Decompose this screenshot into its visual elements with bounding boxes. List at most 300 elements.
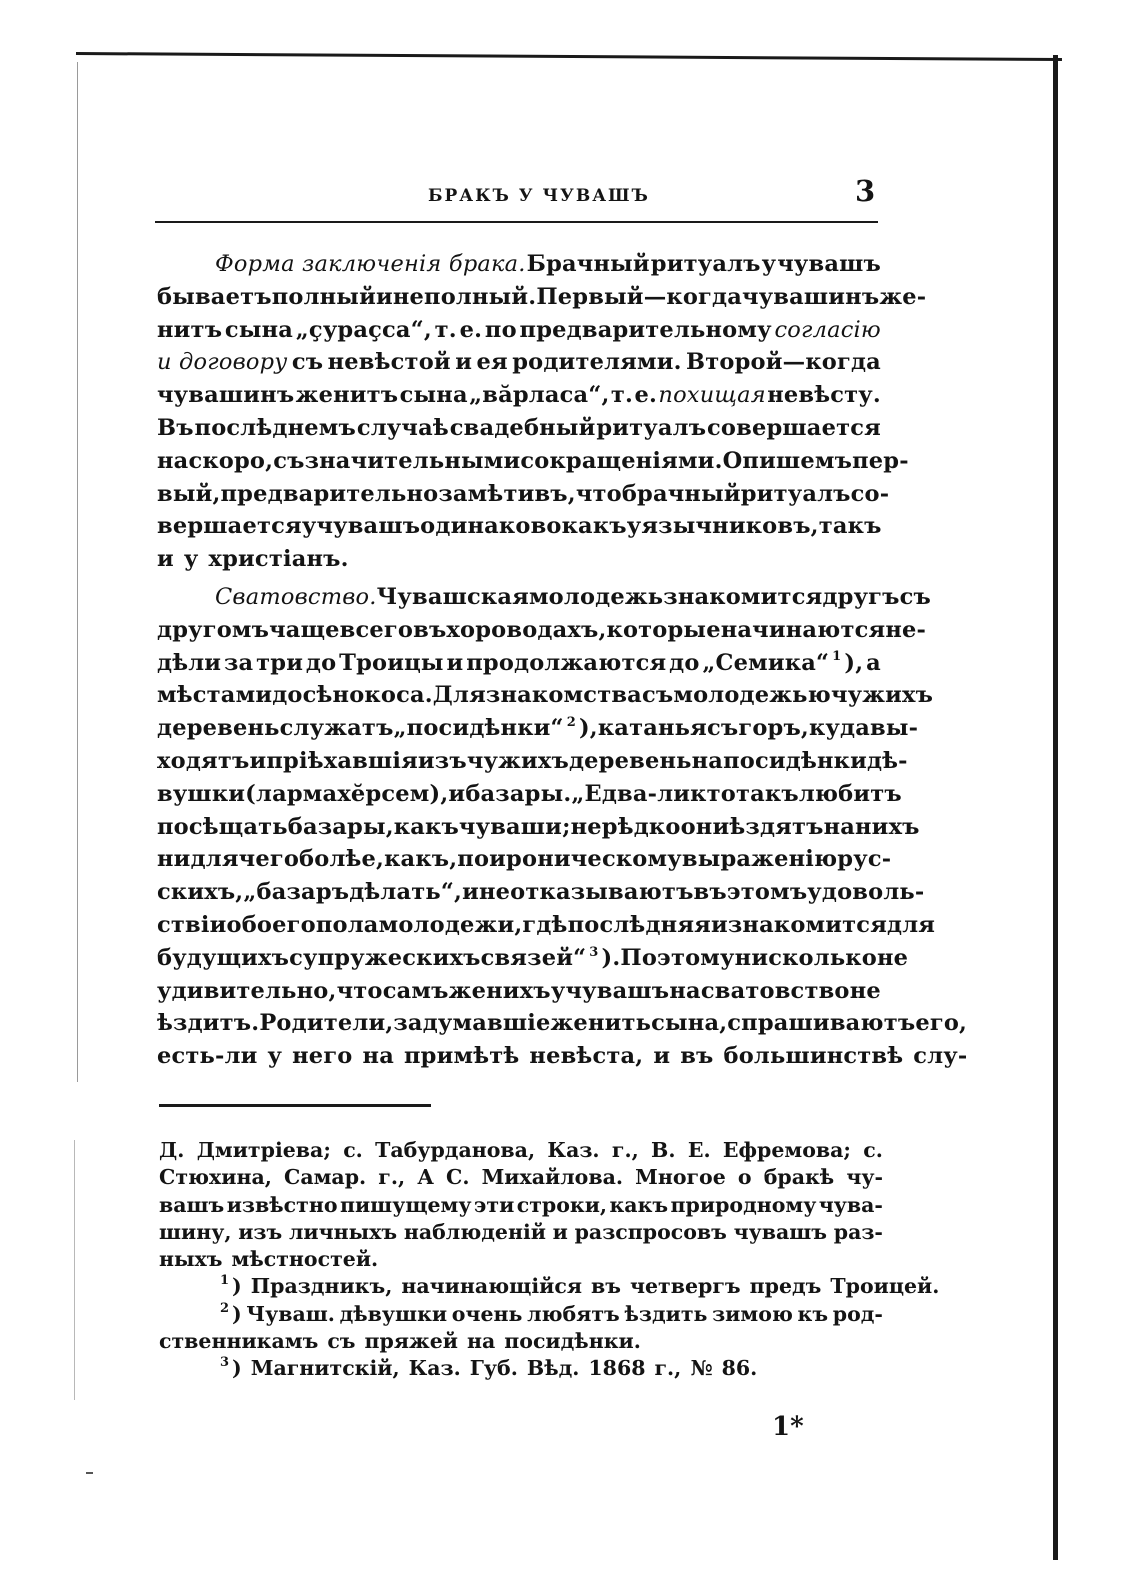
text-line [159, 1273, 940, 1300]
word: Табурданова, [375, 1138, 536, 1162]
word: три [256, 649, 304, 676]
word: вы- [870, 715, 919, 742]
word: Для [432, 682, 486, 709]
text-line [157, 581, 931, 614]
word: какъ [393, 813, 459, 840]
word: продолжаются [466, 649, 667, 676]
word: базары. [465, 780, 572, 807]
word: личныхъ [288, 1219, 398, 1244]
word: природному [670, 1192, 817, 1217]
footnote-marker: $^1$ ) [220, 1273, 242, 1299]
word: на [823, 813, 856, 840]
word: не [849, 977, 881, 1004]
main-text [157, 248, 968, 1073]
word: дѣвушки [339, 1301, 448, 1326]
word: Брачный [526, 251, 650, 277]
text-line [159, 1355, 883, 1382]
word: т. [434, 316, 457, 343]
word: знакомства [485, 682, 642, 709]
word: спрашиваютъ [727, 1010, 916, 1037]
word: куда [808, 715, 870, 742]
word: изъ [417, 747, 467, 774]
word: шину, [159, 1219, 232, 1244]
word: въ [680, 1043, 714, 1070]
word: и [462, 879, 479, 906]
word: будущихъ [157, 944, 290, 971]
word: на [669, 977, 701, 1004]
word: изъ [238, 1219, 283, 1244]
word: очень [451, 1301, 523, 1326]
text-line [157, 909, 936, 942]
word: есть-ли [157, 1043, 258, 1070]
word: нисколько [734, 944, 877, 971]
word: и [552, 1219, 568, 1244]
word: мѣстностей. [231, 1247, 379, 1272]
word: нихъ [855, 813, 920, 840]
word: совершается [707, 414, 881, 441]
word: скихъ, [157, 879, 244, 906]
word: Чувашская [376, 583, 529, 610]
word: у [550, 977, 566, 1004]
text-line [157, 1040, 968, 1073]
word: Дмитріева; [196, 1138, 331, 1162]
word: ритуалъ [650, 251, 761, 277]
word: сватовство [700, 977, 850, 1004]
word: для [190, 846, 239, 873]
word: Родители, [259, 1010, 394, 1037]
word: наблюденій [403, 1219, 546, 1244]
word: задумавшіе [393, 1010, 551, 1037]
word: Каз. [408, 1356, 461, 1381]
text-line [157, 614, 927, 647]
word: его, [915, 1010, 968, 1037]
word: одинаково [420, 513, 562, 540]
word: катанья [597, 715, 707, 742]
word: Форма заключенія брака. [215, 251, 526, 277]
word: Троицей. [830, 1274, 940, 1299]
word: предъ [749, 1274, 822, 1299]
word: Опишемъ [722, 447, 853, 474]
word: большинствѣ [723, 1043, 904, 1070]
word: чувашъ [777, 251, 881, 277]
word: и [653, 1043, 671, 1070]
word: вушки [157, 780, 246, 807]
word: базары, [287, 813, 394, 840]
text-line [157, 478, 890, 511]
text-line [159, 1301, 883, 1328]
word: у [761, 251, 777, 277]
word: такъ [735, 780, 799, 807]
word: другъ [822, 583, 900, 610]
footnote-marker: $^3$ ) [220, 1355, 242, 1381]
word: „Едва-ли [571, 780, 691, 807]
word: родителями. [512, 349, 682, 376]
word: брачный [621, 480, 741, 507]
word: молодежью [673, 682, 831, 709]
word: зимою [712, 1301, 793, 1326]
word: Михайлова. [481, 1165, 624, 1190]
word: въ [590, 1274, 621, 1299]
word: вашъ [159, 1192, 225, 1217]
text-line [157, 647, 881, 680]
text-line [159, 1246, 883, 1273]
text-line [157, 281, 927, 314]
word: похищая [658, 382, 766, 409]
word: 1868 [588, 1356, 646, 1381]
word: сокращеніями. [520, 447, 723, 474]
word: г., [378, 1165, 406, 1190]
word: чувашинъ [742, 283, 880, 310]
footnote-ref: 1 [832, 649, 842, 665]
word: знакомится [727, 911, 888, 938]
word: и [375, 283, 393, 310]
word: со- [850, 480, 890, 507]
word: начинающійся [401, 1274, 582, 1299]
text-line [157, 412, 881, 445]
word: него [292, 1043, 353, 1070]
word: разспросовъ [574, 1219, 727, 1244]
text-line [157, 445, 909, 478]
word: бракѣ [763, 1165, 835, 1190]
word: молодежи, [378, 911, 523, 938]
word: съ [291, 349, 324, 376]
word: „çураçса“, [295, 316, 432, 343]
word: ритуалъ [740, 480, 851, 507]
page-edge-right [1053, 55, 1058, 1560]
word: нерѣдко [570, 813, 681, 840]
word: горъ, [738, 715, 809, 742]
word: съ [273, 447, 305, 474]
word: у [626, 513, 642, 540]
word: раз- [833, 1219, 883, 1244]
word: замѣтивъ, [438, 480, 576, 507]
word: случаѣ [356, 414, 449, 441]
word: ственникамъ [159, 1329, 319, 1354]
text-line [159, 1219, 883, 1246]
word: „посидѣнки“ $^2$ ), [393, 715, 598, 742]
word: выраженію [681, 846, 838, 873]
word: чу- [846, 1165, 883, 1190]
text-line [157, 811, 920, 844]
word: любитъ [798, 780, 902, 807]
text-line [157, 843, 892, 876]
word: Ефремова; [722, 1138, 851, 1162]
word: пряжей [364, 1329, 458, 1354]
word: и [455, 349, 473, 376]
word: чувашъ [565, 977, 670, 1004]
word: кто [690, 780, 736, 807]
word: пер- [852, 447, 909, 474]
word: дѣлать“, [349, 879, 463, 906]
word: слу- [913, 1043, 968, 1070]
word: въ [693, 879, 727, 906]
word: г., [611, 1138, 639, 1162]
word: ироническому [489, 846, 682, 873]
text-line [159, 1137, 883, 1164]
word: и [446, 649, 464, 676]
print-speck [86, 1472, 93, 1474]
word: хороводахъ, [446, 616, 607, 643]
word: такъ [818, 513, 882, 540]
word: е. [459, 316, 483, 343]
word: (ларма [245, 780, 338, 807]
text-line [157, 778, 902, 811]
word: мѣстами [157, 682, 273, 709]
word: с. [863, 1138, 883, 1162]
word: „Семика“ $^1$ ), [702, 649, 864, 676]
word: они [680, 813, 730, 840]
word: сына [399, 382, 468, 409]
word: Поэтому [620, 944, 735, 971]
word: значительными [304, 447, 521, 474]
word: 86. [721, 1356, 758, 1381]
word: неполный. [392, 283, 537, 310]
footnote-ref: 3 [589, 944, 599, 960]
word: наскоро, [157, 447, 274, 474]
word: нитъ [157, 316, 223, 343]
word: строки, [516, 1192, 608, 1217]
word: посидѣнки. [504, 1329, 641, 1354]
word: обоего [226, 911, 316, 938]
footnote-ref: 2 [566, 715, 576, 731]
word: которые [606, 616, 721, 643]
word: ея [476, 349, 508, 376]
word: всего [339, 616, 414, 643]
running-title: БРАКЪ У ЧУВАШЪ [428, 186, 650, 206]
word: ѣздитъ. [157, 1010, 260, 1037]
word: предварительному [519, 316, 772, 343]
word: любятъ [527, 1301, 620, 1326]
word: по [484, 316, 517, 343]
word: деревень [157, 715, 280, 742]
word: согласію [774, 316, 881, 343]
word: сына, [651, 1010, 728, 1037]
word: какъ [561, 513, 627, 540]
word: до [305, 649, 337, 676]
text-line [159, 1328, 883, 1355]
header-rule [155, 221, 878, 223]
word: съ [706, 715, 739, 742]
word: чувашъ [316, 513, 421, 540]
word: язычниковъ, [641, 513, 819, 540]
word: служатъ [279, 715, 394, 742]
word: Праздникъ, [250, 1274, 393, 1299]
text-line [157, 346, 881, 379]
word: чужихъ [830, 682, 934, 709]
word: а [866, 649, 881, 676]
word: и [710, 911, 728, 938]
word: Первый—когда [536, 283, 743, 310]
footnotes [159, 1137, 940, 1383]
word: женить [550, 1010, 652, 1037]
word: для [887, 911, 936, 938]
word: ныхъ [159, 1247, 223, 1272]
word: рус- [837, 846, 892, 873]
word: что [575, 480, 622, 507]
word: другомъ [157, 616, 270, 643]
page-edge-left [77, 62, 78, 1082]
word: Е. [687, 1138, 711, 1162]
word: Стюхина, [159, 1165, 272, 1190]
word: сына [224, 316, 294, 343]
word: на [466, 1329, 496, 1354]
word: Самар. [284, 1165, 367, 1190]
word: молодежь [528, 583, 664, 610]
text-line [157, 314, 881, 347]
word: знакомится [663, 583, 823, 610]
word: и [157, 546, 174, 573]
word: невѣсту. [767, 382, 881, 409]
word: эти [473, 1192, 515, 1217]
word: чува- [818, 1192, 883, 1217]
text-line [157, 510, 881, 543]
text-line [159, 1192, 883, 1219]
text-line [157, 876, 925, 909]
word: деревень [568, 747, 692, 774]
word: В. [651, 1138, 676, 1162]
word: начинаются [720, 616, 886, 643]
word: т. [610, 382, 634, 409]
word: посѣщать [157, 813, 288, 840]
word: сѣнокоса. [302, 682, 433, 709]
word: предварительно [220, 480, 439, 507]
word: чувашинъ [157, 382, 295, 409]
word: какъ, [384, 846, 458, 873]
word: христіанъ. [208, 546, 349, 573]
footnote-marker: $^2$ ) [220, 1300, 242, 1326]
word: Магнитскій, [250, 1356, 400, 1381]
word: съ [899, 583, 931, 610]
word: Въ [157, 414, 194, 441]
word: чего [238, 846, 300, 873]
word: въ [413, 616, 447, 643]
signature-mark: 1* [772, 1412, 804, 1442]
text-line [157, 679, 934, 712]
word: отказываютъ [510, 879, 694, 906]
word: чужихъ [466, 747, 569, 774]
word: же- [879, 283, 927, 310]
word: ни [157, 846, 191, 873]
word: на [362, 1043, 394, 1070]
word: Сватовство. [215, 583, 377, 610]
word: съ [641, 682, 674, 709]
word: с. [343, 1138, 363, 1162]
word: самъ [382, 977, 449, 1004]
word: какъ [609, 1192, 669, 1217]
text-line [157, 543, 881, 576]
word: съ [327, 1329, 356, 1354]
word: удивительно, [157, 977, 337, 1004]
word: у [183, 546, 199, 573]
word: Второй—когда [686, 349, 881, 376]
word: дѣли [157, 649, 222, 676]
word: до [669, 649, 700, 676]
word: женихъ [448, 977, 551, 1004]
word: чуваши; [458, 813, 571, 840]
word: болѣе, [299, 846, 385, 873]
word: А [417, 1165, 434, 1190]
word: Д. [159, 1138, 185, 1162]
word: вершается [157, 513, 302, 540]
word: пишущему [339, 1192, 472, 1217]
word: у [267, 1043, 283, 1070]
word: четвергъ [629, 1274, 741, 1299]
word: чувашъ [733, 1219, 828, 1244]
word: и [448, 780, 466, 807]
word: послѣдняя [567, 911, 711, 938]
word: послѣднемъ [194, 414, 356, 441]
word: хĕрсем), [337, 780, 449, 807]
text-line [157, 975, 881, 1008]
word: полный [271, 283, 376, 310]
page-edge-top [76, 52, 1062, 61]
word: чаще [269, 616, 340, 643]
word: за [223, 649, 254, 676]
word: примѣтѣ [403, 1043, 520, 1070]
word: удоволь- [807, 879, 925, 906]
word: по [457, 846, 490, 873]
word: вый, [157, 480, 221, 507]
word: у [301, 513, 317, 540]
word: не- [885, 616, 927, 643]
word: гдѣ [522, 911, 568, 938]
word: Губ. [469, 1356, 518, 1381]
word: Троицы [339, 649, 444, 676]
word: пріѣхавшія [266, 747, 418, 774]
word: № [690, 1356, 713, 1381]
word: ствіи [157, 911, 227, 938]
word: род- [832, 1301, 883, 1326]
word: супружескихъ [289, 944, 481, 971]
word: бываетъ [157, 283, 272, 310]
word: ѣздятъ [729, 813, 824, 840]
word: Многое [635, 1165, 726, 1190]
word: этомъ [726, 879, 808, 906]
word: что [336, 977, 383, 1004]
word: и [249, 747, 267, 774]
text-line [157, 248, 881, 281]
word: ходятъ [157, 747, 250, 774]
word: Чуваш. [246, 1301, 335, 1326]
word: „базаръ [243, 879, 350, 906]
word: е. [634, 382, 657, 409]
word: извѣстно [226, 1192, 338, 1217]
text-line [157, 942, 909, 975]
word: г., [654, 1356, 682, 1381]
word: посидѣнки [723, 747, 867, 774]
word: на [691, 747, 724, 774]
word: Каз. [547, 1138, 600, 1162]
word: Вѣд. [526, 1356, 580, 1381]
word: С. [446, 1165, 470, 1190]
word: и договору [157, 349, 288, 376]
text-line [157, 745, 908, 778]
page-edge-left-lower [74, 1140, 75, 1400]
word: ѣздить [624, 1301, 708, 1326]
word: женитъ [295, 382, 399, 409]
word: пола [315, 911, 379, 938]
word: не [478, 879, 511, 906]
word: невѣста, [529, 1043, 644, 1070]
word: „вăрласа“, [469, 382, 610, 409]
footnote-rule [159, 1104, 431, 1107]
word: къ [797, 1301, 829, 1326]
word: свадебный [449, 414, 596, 441]
text-line [159, 1164, 883, 1191]
word: не [876, 944, 909, 971]
text-line [157, 712, 919, 745]
text-line [157, 379, 881, 412]
